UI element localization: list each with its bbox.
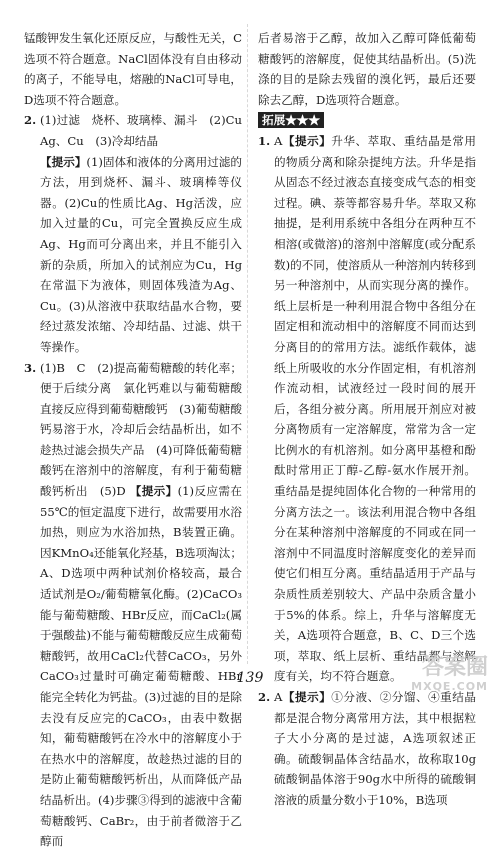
answer-text: A xyxy=(274,690,283,704)
section-title: 拓展★★★ xyxy=(258,110,476,131)
hint-text: (1)固体和液体的分离用过滤的方法，用到烧杯、漏斗、玻璃棒等仪器。(2)Cu的性质比Ag、Hg活泼，应加入过量的Cu，可完全置换反应生成Ag、Hg而可分离出来，并且不能引入新的杂质，所加入的试剂应为Cu，Hg在常温下为液体，则固体残渣为Ag、Cu。(3)从溶液中获取结晶水合物，要经过蒸发浓缩、冷却结晶、过滤、烘干等操作。 xyxy=(40,154,242,354)
hint-text: 升华、萃取、重结晶是常用的物质分离和除杂提纯方法。升华是指从固态不经过液态直接变成气态的相变过程。碘、萘等都容易升华。萃取又称抽提，是利用系统中各组分在两种互不相溶(或微溶)的溶剂中溶解度(或分配系数)的不同，使溶质从一种溶剂内转移到另一种溶剂中，从而实现分离的操作。纸上层析是一种利用混合物中各组分在固定相和流动相中的溶解度不同而达到分离目的的常用方法。滤纸作载体，滤纸上所吸收的水分作固定相，有机溶剂作流动相，试液经过一段时间的展开后，各组分被分离。所用展开剂应对被分离物质有一定溶解度，常常为含一定比例水的有机溶剂。如分离甲基橙和酚酞时常用正丁醇-乙醇-氨水作展开剂。重结晶是提纯固体化合物的一种常用的分离方法之一。该法利用混合物中各组分在某种溶剂中溶解度的不同或在同一溶剂中不同温度时溶解度变化的差异而使它们相互分离。重结晶适用于产品与杂质性质差别较大、产品中杂质含量小于5%的体系。综上，升华与溶解度无关，A选项符合题意，B、C、D三个选项，萃取、纸上层析、重结晶都与溶解度有关，均不符合题意。 xyxy=(274,133,476,684)
hint-bracket-open: 【 xyxy=(282,690,295,704)
answer-text: A xyxy=(274,133,283,148)
question-2-right xyxy=(258,687,476,811)
question-body xyxy=(274,687,476,811)
answer-text: (1)过滤 烧杯、玻璃棒、漏斗 (2)Cu Ag、Cu (3)冷却结晶 xyxy=(40,113,254,148)
hint-bracket-open: 【 xyxy=(282,133,295,148)
page-number: 139 xyxy=(236,670,264,686)
question-body xyxy=(40,358,242,852)
question-1-right xyxy=(258,131,476,687)
watermark-line-1: 答案圈 xyxy=(421,655,488,680)
intro-paragraph: 锰酸钾发生氧化还原反应，与酸性无关，C选项不符合题意。NaCl固体没有自由移动的离子，不能导电，熔融的NaCl可导电，D选项不符合题意。 xyxy=(24,31,242,107)
hint-text: (1)反应需在55℃的恒定温度下进行，故需要用水浴加热，则应为水浴加热，B装置正确。因KMnO₄还能氧化羟基，B选项淘汰；A、D选项中两种试剂价格较高，最合适试剂是O₂/葡萄糖氧化酶。(2)CaCO₃能与葡萄糖酸、HBr反应，而CaCl₂(属于强酸盐)不能与葡萄糖酸反应生成葡萄糖酸钙，故用CaCl₂代替CaCO₃，另外CaCO₃过量时可确定葡萄糖酸、HBr能完全转化为钙盐。(3)过滤的目的是除去没有反应完的CaCO₃，由表中数据知，葡萄糖酸钙在冷水中的溶解度小于在热水中的溶解度，故趁热过滤的目的是防止葡萄糖酸钙析出，从而降低产品结晶析出。(4)步骤③得到的滤液中含葡萄糖酸钙、CaBr₂，由于前者微溶于乙醇而 xyxy=(40,484,242,849)
hint-bracket-close: 】 xyxy=(165,484,178,499)
answer-text: (1)B C (2)提高葡萄糖酸的转化率；便于后续分离 氯化钙难以与葡萄糖酸直接反应得到葡萄糖酸钙 (3)葡萄糖酸钙易溶于水，冷却后会结晶析出，如不趁热过滤会损失产品 (4)可降低葡萄糖酸钙在溶剂中的溶解度，有利于葡萄糖酸钙析出 (5)D xyxy=(40,360,242,499)
question-number: 1. xyxy=(258,133,271,148)
hint-label: 提示 xyxy=(294,133,320,148)
watermark-line-2: MXQE.COM xyxy=(411,680,488,693)
question-number: 3. xyxy=(24,360,37,375)
hint-bracket-open: 【 xyxy=(40,154,52,169)
hint-text: ①分液、②分馏、④重结晶都是混合物分离常用方法，其中根据粒子大小分离的是过滤，A选项叙述正确。硫酸铜晶体含结晶水，故称取10g硫酸铜晶体溶于90g水中所得的硫酸铜溶液的质量分数小于10%，B选项 xyxy=(274,690,476,807)
continuation-paragraph: 后者易溶于乙醇，故加入乙醇可降低葡萄糖酸钙的溶解度，促使其结晶析出。(5)洗涤的目的是除去残留的溴化钙，最后还要除去乙醇，D选项符合题意。 xyxy=(258,31,476,107)
question-number: 2. xyxy=(24,113,37,128)
question-body xyxy=(40,110,254,357)
question-3-left xyxy=(24,358,242,852)
watermark-logo xyxy=(402,656,488,698)
question-number: 2. xyxy=(258,690,271,704)
hint-bracket-close: 】 xyxy=(319,133,332,148)
question-2-left xyxy=(24,110,254,357)
question-body xyxy=(274,131,476,687)
hint-bracket-open: 【 xyxy=(129,484,142,499)
hint-bracket-close: 】 xyxy=(74,154,87,169)
hint-label: 提示 xyxy=(141,484,166,499)
hint-bracket-close: 】 xyxy=(319,690,332,704)
hint-label: 提示 xyxy=(294,690,320,704)
hint-label: 提示 xyxy=(51,154,75,169)
